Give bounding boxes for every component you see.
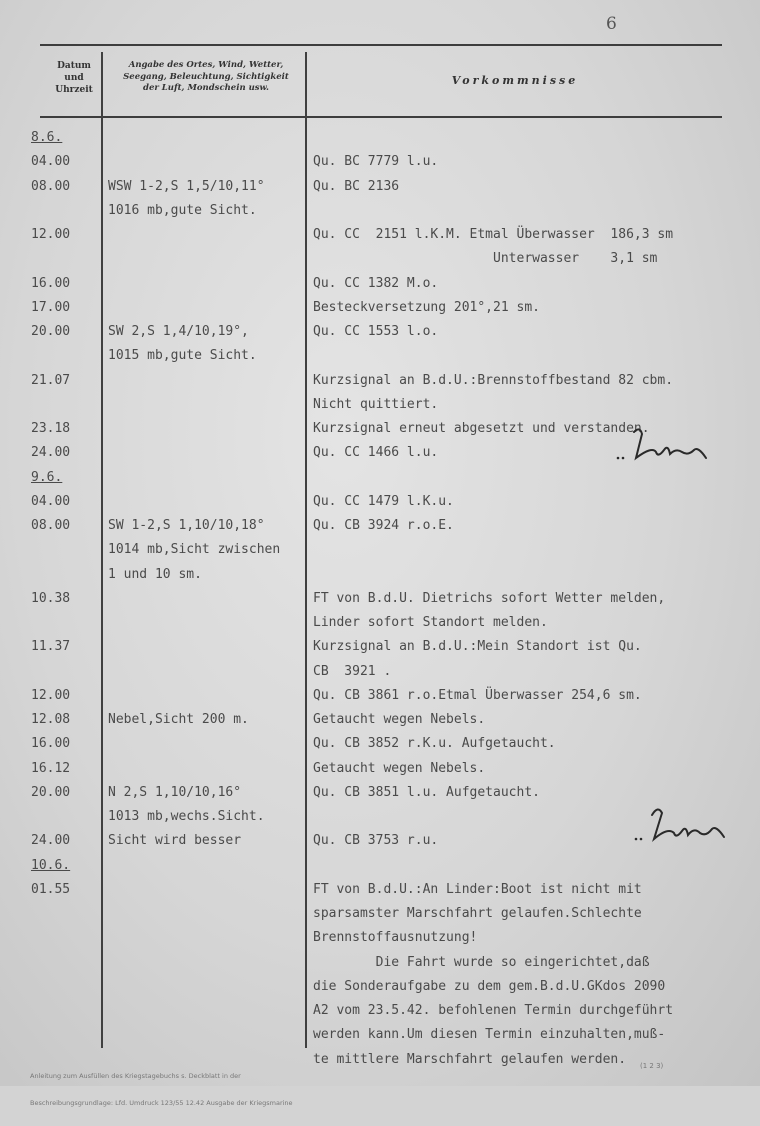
log-row	[0, 393, 760, 417]
entry-time: 16.12	[31, 760, 71, 776]
log-row	[0, 732, 760, 756]
entry-time: 04.00	[31, 493, 71, 509]
entry-event: Qu. CB 3924 r.o.E.	[313, 518, 454, 533]
entry-event: Qu. CC 2151 l.K.M. Etmal Überwasser 186,3 sm	[313, 227, 674, 242]
entry-weather: 1 und 10 sm.	[108, 566, 202, 582]
header-date-line: Uhrzeit	[55, 85, 93, 95]
entry-event: Kurzsignal an B.d.U.:Brennstoffbestand 82 cbm.	[313, 372, 674, 388]
entry-event: Qu. CB 3753 r.u.	[313, 833, 439, 849]
log-row	[0, 757, 760, 781]
log-row	[0, 514, 760, 538]
signature-linder-2	[632, 803, 732, 849]
page-number: 6	[606, 14, 617, 34]
log-row	[0, 926, 760, 950]
entry-weather: 1013 mb,wechs.Sicht.	[108, 809, 265, 824]
entry-event: Qu. CB 3861 r.o.Etmal Überwasser 254,6 sm.	[313, 687, 642, 703]
log-row	[0, 902, 760, 926]
entry-event: Kurzsignal erneut abgesetzt und verstanden.	[313, 421, 650, 436]
header-location-line: Seegang, Beleuchtung, Sichtigkeit	[123, 71, 289, 82]
entry-event: Qu. BC 2136	[313, 178, 400, 194]
log-row	[0, 708, 760, 732]
log-row	[0, 175, 760, 199]
entry-time: 10.6.	[31, 857, 71, 873]
entry-event: die Sonderaufgabe zu dem gem.B.d.U.GKdos 2090	[313, 978, 666, 994]
footer-line: Anleitung zum Ausfüllen des Kriegstagebuchs s. Deckblatt in der	[30, 1072, 241, 1080]
entry-event: werden kann.Um diesen Termin einzuhalten,muß-	[313, 1027, 666, 1043]
header-location-weather	[104, 60, 308, 95]
header-location-line: Angabe des Ortes, Wind, Wetter,	[128, 60, 284, 70]
log-row	[0, 320, 760, 344]
entry-event: Qu. CB 3851 l.u. Aufgetaucht.	[313, 784, 540, 800]
log-row	[0, 272, 760, 296]
entry-time: 12.00	[31, 227, 71, 242]
entry-time: 9.6.	[31, 469, 63, 485]
entry-event: A2 vom 23.5.42. befohlenen Termin durchgeführt	[313, 1003, 674, 1018]
entry-time: 10.38	[31, 590, 71, 606]
log-row	[0, 975, 760, 999]
log-row	[0, 999, 760, 1023]
entry-time: 11.37	[31, 639, 71, 655]
entry-time: 16.00	[31, 275, 71, 291]
log-row	[0, 344, 760, 368]
entry-time: 24.00	[31, 833, 71, 849]
header-rule	[40, 116, 722, 118]
log-row	[0, 951, 760, 975]
entry-weather: Sicht wird besser	[108, 833, 242, 849]
entry-event: Qu. CC 1553 l.o.	[313, 324, 439, 339]
entry-event: Qu. CC 1382 M.o.	[313, 275, 439, 291]
form-footer	[30, 1054, 293, 1126]
log-row	[0, 490, 760, 514]
header-date-line: Datum	[57, 61, 91, 71]
entry-time: 20.00	[31, 784, 71, 800]
entry-time: 20.00	[31, 324, 71, 339]
entry-weather: Nebel,Sicht 200 m.	[108, 712, 249, 727]
entry-weather: N 2,S 1,10/10,16°	[108, 784, 242, 800]
log-row	[0, 854, 760, 878]
log-row	[0, 223, 760, 247]
entry-time: 04.00	[31, 154, 71, 170]
entry-event: Linder sofort Standort melden.	[313, 615, 548, 630]
log-row	[0, 878, 760, 902]
header-location-line: der Luft, Mondschein usw.	[143, 83, 269, 93]
entry-weather: WSW 1-2,S 1,5/10,11°	[108, 178, 265, 194]
log-row	[0, 296, 760, 320]
footer-line: Beschreibungsgrundlage: Lfd. Umdruck 123/55 12.42 Ausgabe der Kriegsmarine	[30, 1099, 293, 1107]
header-date-line: und	[64, 73, 84, 83]
log-row	[0, 369, 760, 393]
entry-weather: 1014 mb,Sicht zwischen	[108, 542, 281, 558]
entry-event: Brennstoffausnutzung!	[313, 930, 478, 946]
entry-time: 08.00	[31, 518, 71, 533]
entry-time: 16.00	[31, 736, 71, 752]
log-row	[0, 199, 760, 223]
entry-time: 8.6.	[31, 130, 63, 145]
entry-event: te mittlere Marschfahrt gelaufen werden.	[313, 1051, 627, 1067]
entry-time: 08.00	[31, 178, 71, 194]
entry-event: Qu. CC 1479 l.K.u.	[313, 493, 454, 509]
entry-weather: 1016 mb,gute Sicht.	[108, 202, 257, 218]
header-date-time	[42, 60, 106, 96]
log-row	[0, 611, 760, 635]
entry-weather: SW 1-2,S 1,10/10,18°	[108, 518, 265, 533]
entry-weather: 1015 mb,gute Sicht.	[108, 348, 257, 364]
log-row	[0, 660, 760, 684]
entry-time: 12.08	[31, 712, 71, 727]
log-row	[0, 1023, 760, 1047]
entry-event: Getaucht wegen Nebels.	[313, 712, 486, 727]
log-row	[0, 538, 760, 562]
log-row	[0, 466, 760, 490]
log-row	[0, 684, 760, 708]
entry-event: Nicht quittiert.	[313, 396, 439, 412]
log-row	[0, 126, 760, 150]
entry-event: Besteckversetzung 201°,21 sm.	[313, 299, 540, 315]
signature-linder-1	[612, 422, 716, 468]
entry-time: 01.55	[31, 881, 71, 897]
log-row	[0, 247, 760, 271]
entry-weather: SW 2,S 1,4/10,19°,	[108, 324, 249, 339]
entry-event: Unterwasser 3,1 sm	[313, 251, 658, 267]
log-row	[0, 635, 760, 659]
entry-event: sparsamster Marschfahrt gelaufen.Schlechte	[313, 906, 642, 921]
log-row	[0, 150, 760, 174]
log-row	[0, 563, 760, 587]
entry-event: CB 3921 .	[313, 663, 392, 679]
entry-time: 24.00	[31, 445, 71, 461]
header-events: Vorkommnisse	[451, 74, 579, 87]
log-row	[0, 781, 760, 805]
entry-event: Qu. CC 1466 l.u.	[313, 445, 439, 461]
top-rule	[40, 44, 722, 46]
entry-event: FT von B.d.U.:An Linder:Boot ist nicht mit	[313, 881, 642, 897]
entry-event: FT von B.d.U. Dietrichs sofort Wetter melden,	[313, 590, 666, 606]
entry-event: Qu. CB 3852 r.K.u. Aufgetaucht.	[313, 736, 556, 752]
entry-time: 17.00	[31, 299, 71, 315]
entry-event: Getaucht wegen Nebels.	[313, 760, 486, 776]
log-row	[0, 587, 760, 611]
entry-time: 12.00	[31, 687, 71, 703]
entry-event: Die Fahrt wurde so eingerichtet,daß	[313, 954, 650, 970]
footer-code: (1 2 3)	[640, 1062, 664, 1070]
entry-event: Kurzsignal an B.d.U.:Mein Standort ist Qu.	[313, 639, 642, 655]
entry-time: 21.07	[31, 372, 71, 388]
entry-event: Qu. BC 7779 l.u.	[313, 154, 439, 170]
entry-time: 23.18	[31, 421, 71, 436]
